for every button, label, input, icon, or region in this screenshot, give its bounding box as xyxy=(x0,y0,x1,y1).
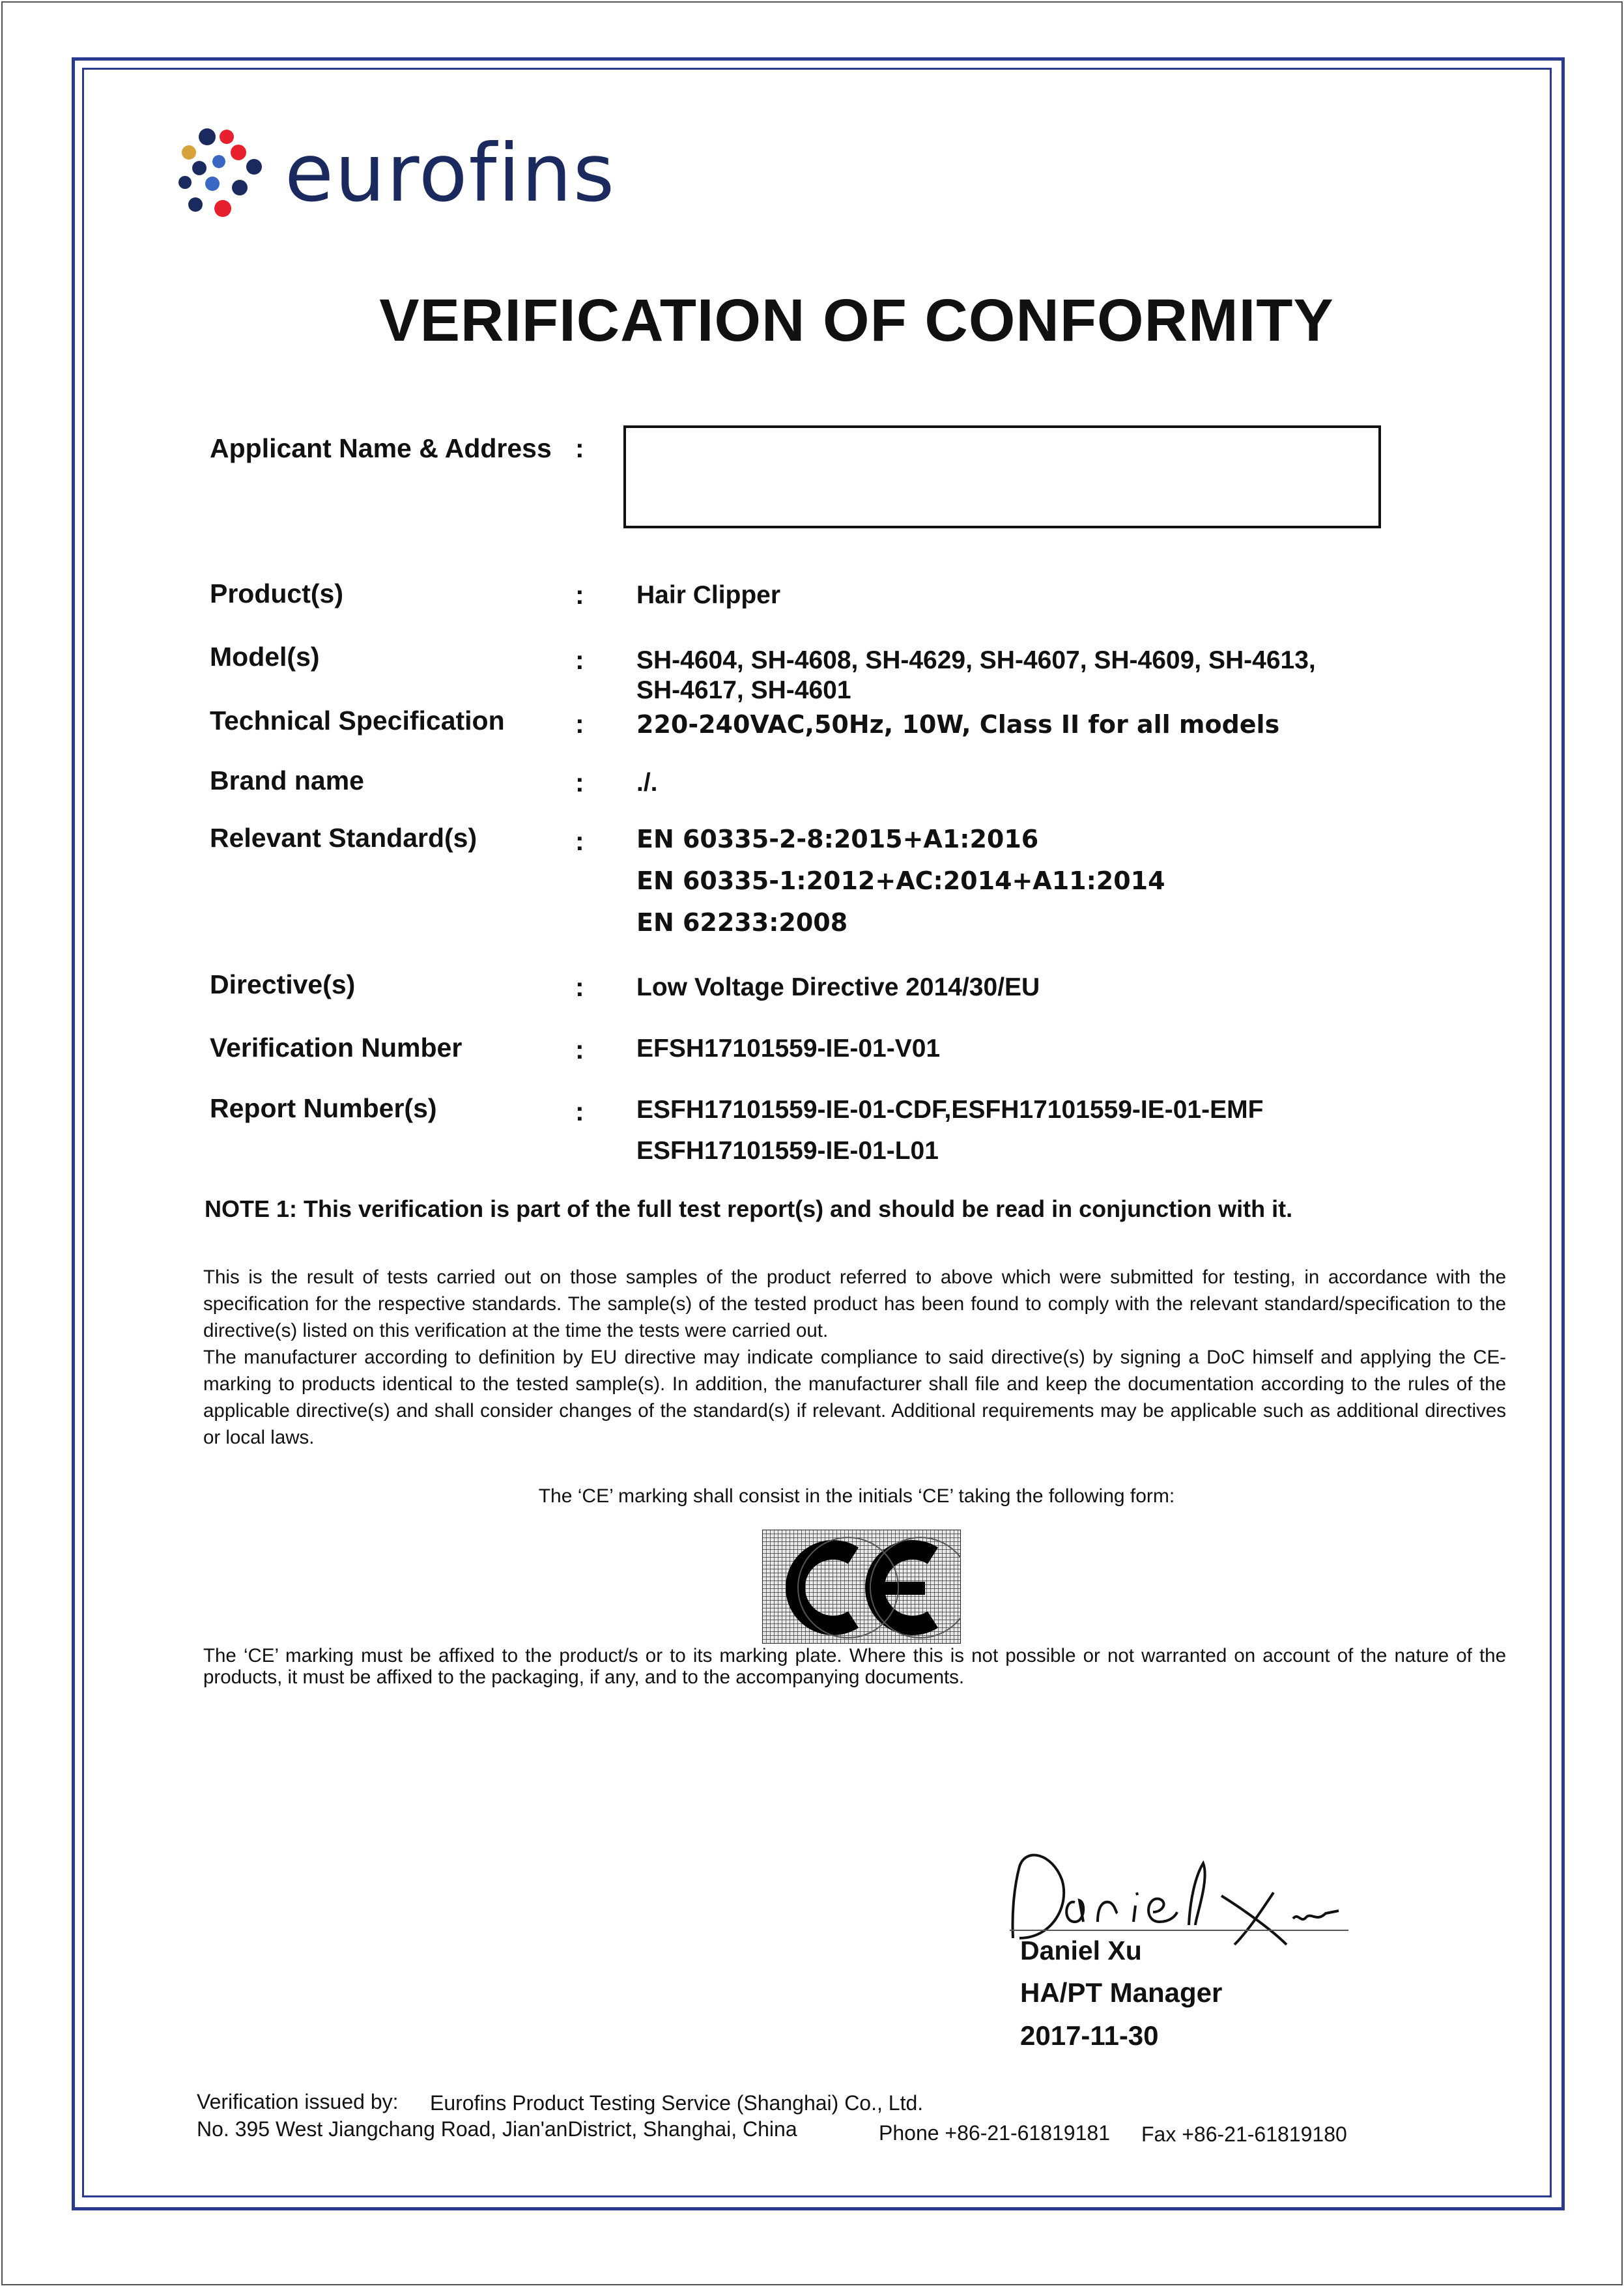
report-number-label: Report Number(s) xyxy=(210,1093,437,1123)
ce-affix-paragraph: The ‘CE’ marking must be affixed to the product/s or to its marking plate. Where this is not possible or not warranted on account of the nature of the products, it must be affixed to the packaging, if any, and to the accompanying documents. xyxy=(203,1645,1506,1688)
brand-name-value: ./. xyxy=(636,769,658,797)
report-number-line1: ESFH17101559-IE-01-CDF,ESFH17101559-IE-01-EMF xyxy=(636,1096,1264,1124)
eurofins-logo xyxy=(176,127,616,220)
footer-address: No. 395 West Jiangchang Road, Jian'anDistrict, Shanghai, China xyxy=(197,2117,797,2141)
model-value-line1: SH-4604, SH-4608, SH-4629, SH-4607, SH-4609, SH-4613, xyxy=(636,646,1316,674)
verification-number-colon: : xyxy=(575,1035,584,1064)
brand-name-label: Brand name xyxy=(210,765,364,795)
standards-label: Relevant Standard(s) xyxy=(210,823,477,853)
ce-marking-icon xyxy=(762,1530,961,1644)
footer-issued-label: Verification issued by: xyxy=(197,2090,399,2113)
report-number-colon: : xyxy=(575,1096,584,1126)
report-number-line2: ESFH17101559-IE-01-L01 xyxy=(636,1137,939,1165)
product-colon: : xyxy=(575,580,584,610)
model-label: Model(s) xyxy=(210,642,320,672)
standard-item: EN 62233:2008 xyxy=(636,908,848,937)
directive-colon: : xyxy=(575,972,584,1002)
verification-number-value: EFSH17101559-IE-01-V01 xyxy=(636,1035,941,1063)
document-title: VERIFICATION OF CONFORMITY xyxy=(379,287,1334,354)
tech-spec-colon: : xyxy=(575,709,584,739)
footer-fax: Fax +86-21-61819180 xyxy=(1141,2122,1347,2146)
model-value-line2: SH-4617, SH-4601 xyxy=(636,676,851,704)
footer-issuer: Eurofins Product Testing Service (Shanghai) Co., Ltd. xyxy=(430,2091,924,2115)
applicant-redacted-box xyxy=(623,425,1381,528)
applicant-colon: : xyxy=(575,433,584,463)
logo-wordmark: eurofins xyxy=(285,127,616,220)
footer-phone: Phone +86-21-61819181 xyxy=(879,2121,1110,2145)
directive-value: Low Voltage Directive 2014/30/EU xyxy=(636,973,1040,1001)
directive-label: Directive(s) xyxy=(210,969,356,999)
product-label: Product(s) xyxy=(210,579,343,608)
standard-item: EN 60335-2-8:2015+A1:2016 xyxy=(636,825,1039,853)
ce-caption: The ‘CE’ marking shall consist in the initials ‘CE’ taking the following form: xyxy=(538,1485,1175,1507)
signature-line xyxy=(1010,1930,1348,1931)
product-value: Hair Clipper xyxy=(636,581,781,609)
result-paragraph: This is the result of tests carried out on those samples of the product referred to above which were submitted for testing, in accordance with the specification for the respective standards. The sample(s) of the tested product has been found to comply with the relevant standard/specification to the directive(s) listed on this verification at the time the tests were carried out. xyxy=(203,1266,1506,1341)
manufacturer-paragraph: The manufacturer according to definition by EU directive may indicate compliance to said directive(s) by signing a DoC himself and applying the CE-marking to products identical to the tested sample(s). In addition, the manufacturer shall file and keep the documentation according to the rules of the applicable directive(s) and shall consider changes of the standard(s) if relevant. Additional requirements may be applicable such as additional directives or local laws. xyxy=(203,1347,1506,1448)
tech-spec-value: 220-240VAC,50Hz, 10W, Class II for all models xyxy=(636,710,1280,739)
brand-name-colon: : xyxy=(575,767,584,797)
signatory-date: 2017-11-30 xyxy=(1020,2020,1159,2051)
model-colon: : xyxy=(575,645,584,675)
eurofins-dots-icon xyxy=(176,128,270,219)
standards-colon: : xyxy=(575,826,584,856)
standard-item: EN 60335-1:2012+AC:2014+A11:2014 xyxy=(636,866,1165,895)
note-1: NOTE 1: This verification is part of the full test report(s) and should be read in conjunction with it. xyxy=(205,1195,1293,1222)
signatory-title: HA/PT Manager xyxy=(1020,1977,1223,2008)
tech-spec-label: Technical Specification xyxy=(210,706,505,736)
applicant-label: Applicant Name & Address xyxy=(210,433,552,463)
verification-number-label: Verification Number xyxy=(210,1033,463,1063)
signatory-name: Daniel Xu xyxy=(1020,1936,1142,1965)
